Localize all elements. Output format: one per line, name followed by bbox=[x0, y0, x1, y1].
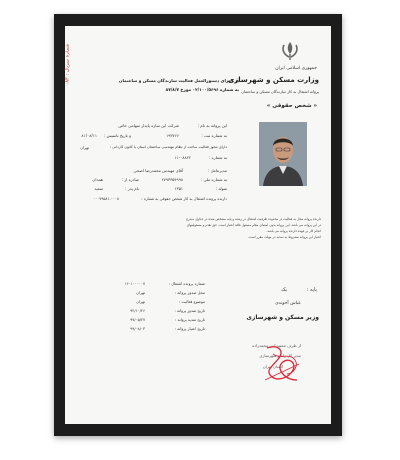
detail-value: تهران bbox=[136, 299, 145, 304]
issue-place-label: صادره از : bbox=[121, 177, 139, 182]
file-number-value: ۰۰۰۷۹۵۸۱-۰۰۰۸ bbox=[93, 196, 119, 201]
birth-year-value: ۱۳۵۱ bbox=[174, 186, 183, 191]
stamp-line-2: مدیر کل راه و شهرسازی bbox=[259, 353, 301, 358]
detail-value: ۹۲/۱۰/۲۶ bbox=[130, 308, 145, 313]
grade-value: یک bbox=[281, 287, 287, 293]
father-name-label: نام پدر : bbox=[125, 186, 139, 191]
person-portrait-icon bbox=[259, 122, 307, 186]
reg-value: ۱۹۳۷۶۶ bbox=[166, 133, 179, 138]
file-number-label: دارنده پرونده اشتغال به کار شخص حقوقی به شماره : bbox=[141, 196, 227, 201]
detail-label: تاریخ اعتبار پروانه : bbox=[174, 326, 205, 331]
reg-label: به شماره ثبت : bbox=[201, 133, 227, 138]
notice-line-2: در این پروانه می باشد. این پروانه بدون امضای مقام مسئول فاقد اعتبار است. حق تقدم و مسئولیتهای bbox=[186, 223, 321, 227]
father-name-value: سعید bbox=[94, 186, 103, 191]
ministry-title: وزارت مسکن و شهرسازی bbox=[227, 76, 319, 84]
notice-line-1: دارنده پروانه مجاز به فعالیت در محدوده ظرفیت اشتغال در رشته و پایه مشخص شده در جداول مندرج bbox=[186, 217, 321, 221]
detail-label: شماره پرونده اشتغال : bbox=[168, 281, 205, 286]
notice-line-4: اعتبار این پروانه مشروط به تمدید در مهلت مقرر است. bbox=[247, 235, 321, 239]
side-serial: شماره سریال : ۰۸۳ bbox=[64, 43, 71, 86]
national-id-label: به شماره ملی : bbox=[200, 177, 227, 182]
license-title: پروانه اشتغال به کار سازندگان مسکن و ساختمان bbox=[241, 89, 319, 94]
issue-place-value: همدان bbox=[92, 177, 103, 182]
intro-line-2: به شماره ۰۲/۱۰۰/۵۶۹۶ مورخ ۸۷/۸/۷ bbox=[165, 87, 239, 92]
republic-label: جمهوری اسلامی ایران bbox=[275, 66, 317, 71]
company-label: این پروانه به نام : bbox=[197, 123, 227, 128]
detail-label: تاریخ تمدید پروانه : bbox=[175, 317, 205, 322]
detail-label: محل صدور پروانه : bbox=[174, 290, 205, 295]
holder-photo bbox=[259, 122, 307, 186]
stamp-line-1: از طرف محمدیاس محمدزاده bbox=[252, 343, 301, 348]
date-value: ۸۱/۰۸/۱۱ bbox=[81, 133, 97, 138]
intro-line-1: در اجرای دستورالعمل فعالیت سازندگان مسکن و ساختمان bbox=[118, 78, 239, 83]
grade-label: پایه : bbox=[306, 287, 317, 293]
iran-emblem-icon bbox=[277, 40, 303, 62]
engineering-text: دارای مجوز فعالیت ساخت از نظام مهندسی ساختمان استان یا کانون کاردانی : bbox=[109, 145, 227, 149]
red-signature-icon bbox=[259, 340, 309, 386]
national-id-value: ۲۷۹۳۳۵۴۹۹۸ bbox=[161, 177, 183, 182]
detail-label: موضوع فعالیت : bbox=[179, 299, 205, 304]
notice-line-3: انجام کار بر عهده دارنده پروانه می باشد. bbox=[266, 229, 321, 233]
certificate-paper bbox=[65, 26, 331, 424]
signatory-title: وزیر مسکن و شهرسازی bbox=[246, 314, 319, 321]
legal-person-label: « شخص حقوقی » bbox=[266, 103, 317, 109]
detail-label: تاریخ صدور پروانه : bbox=[174, 308, 205, 313]
detail-value: ۹۹/۰۸/۰۳ bbox=[130, 326, 145, 331]
signatory-name: عباس آخوندی bbox=[275, 301, 301, 306]
engineering-place: تهران bbox=[80, 145, 89, 150]
company-value: شرکت ابن سازه پایدار سهامی خاص bbox=[118, 123, 179, 128]
engineering-no-label: به شماره : bbox=[208, 155, 227, 160]
detail-value: ۱۶۰۱۰۰۰۰۰۷ bbox=[124, 281, 145, 286]
birth-year-label: متولد : bbox=[215, 186, 227, 191]
detail-value: تهران bbox=[136, 290, 145, 295]
manager-value: آقای مهندس محمدرضا اصحی bbox=[133, 168, 183, 173]
engineering-no-value: ۱۱-۰۸۸۲۲ bbox=[174, 155, 191, 160]
manager-label: مدیرعامل : bbox=[208, 168, 227, 173]
detail-value: ۹۷/۰۵/۲۷ bbox=[130, 317, 145, 322]
stamp-line-3: استان تهران bbox=[262, 364, 283, 369]
date-label: و تاریخ تاسیس : bbox=[103, 133, 131, 138]
